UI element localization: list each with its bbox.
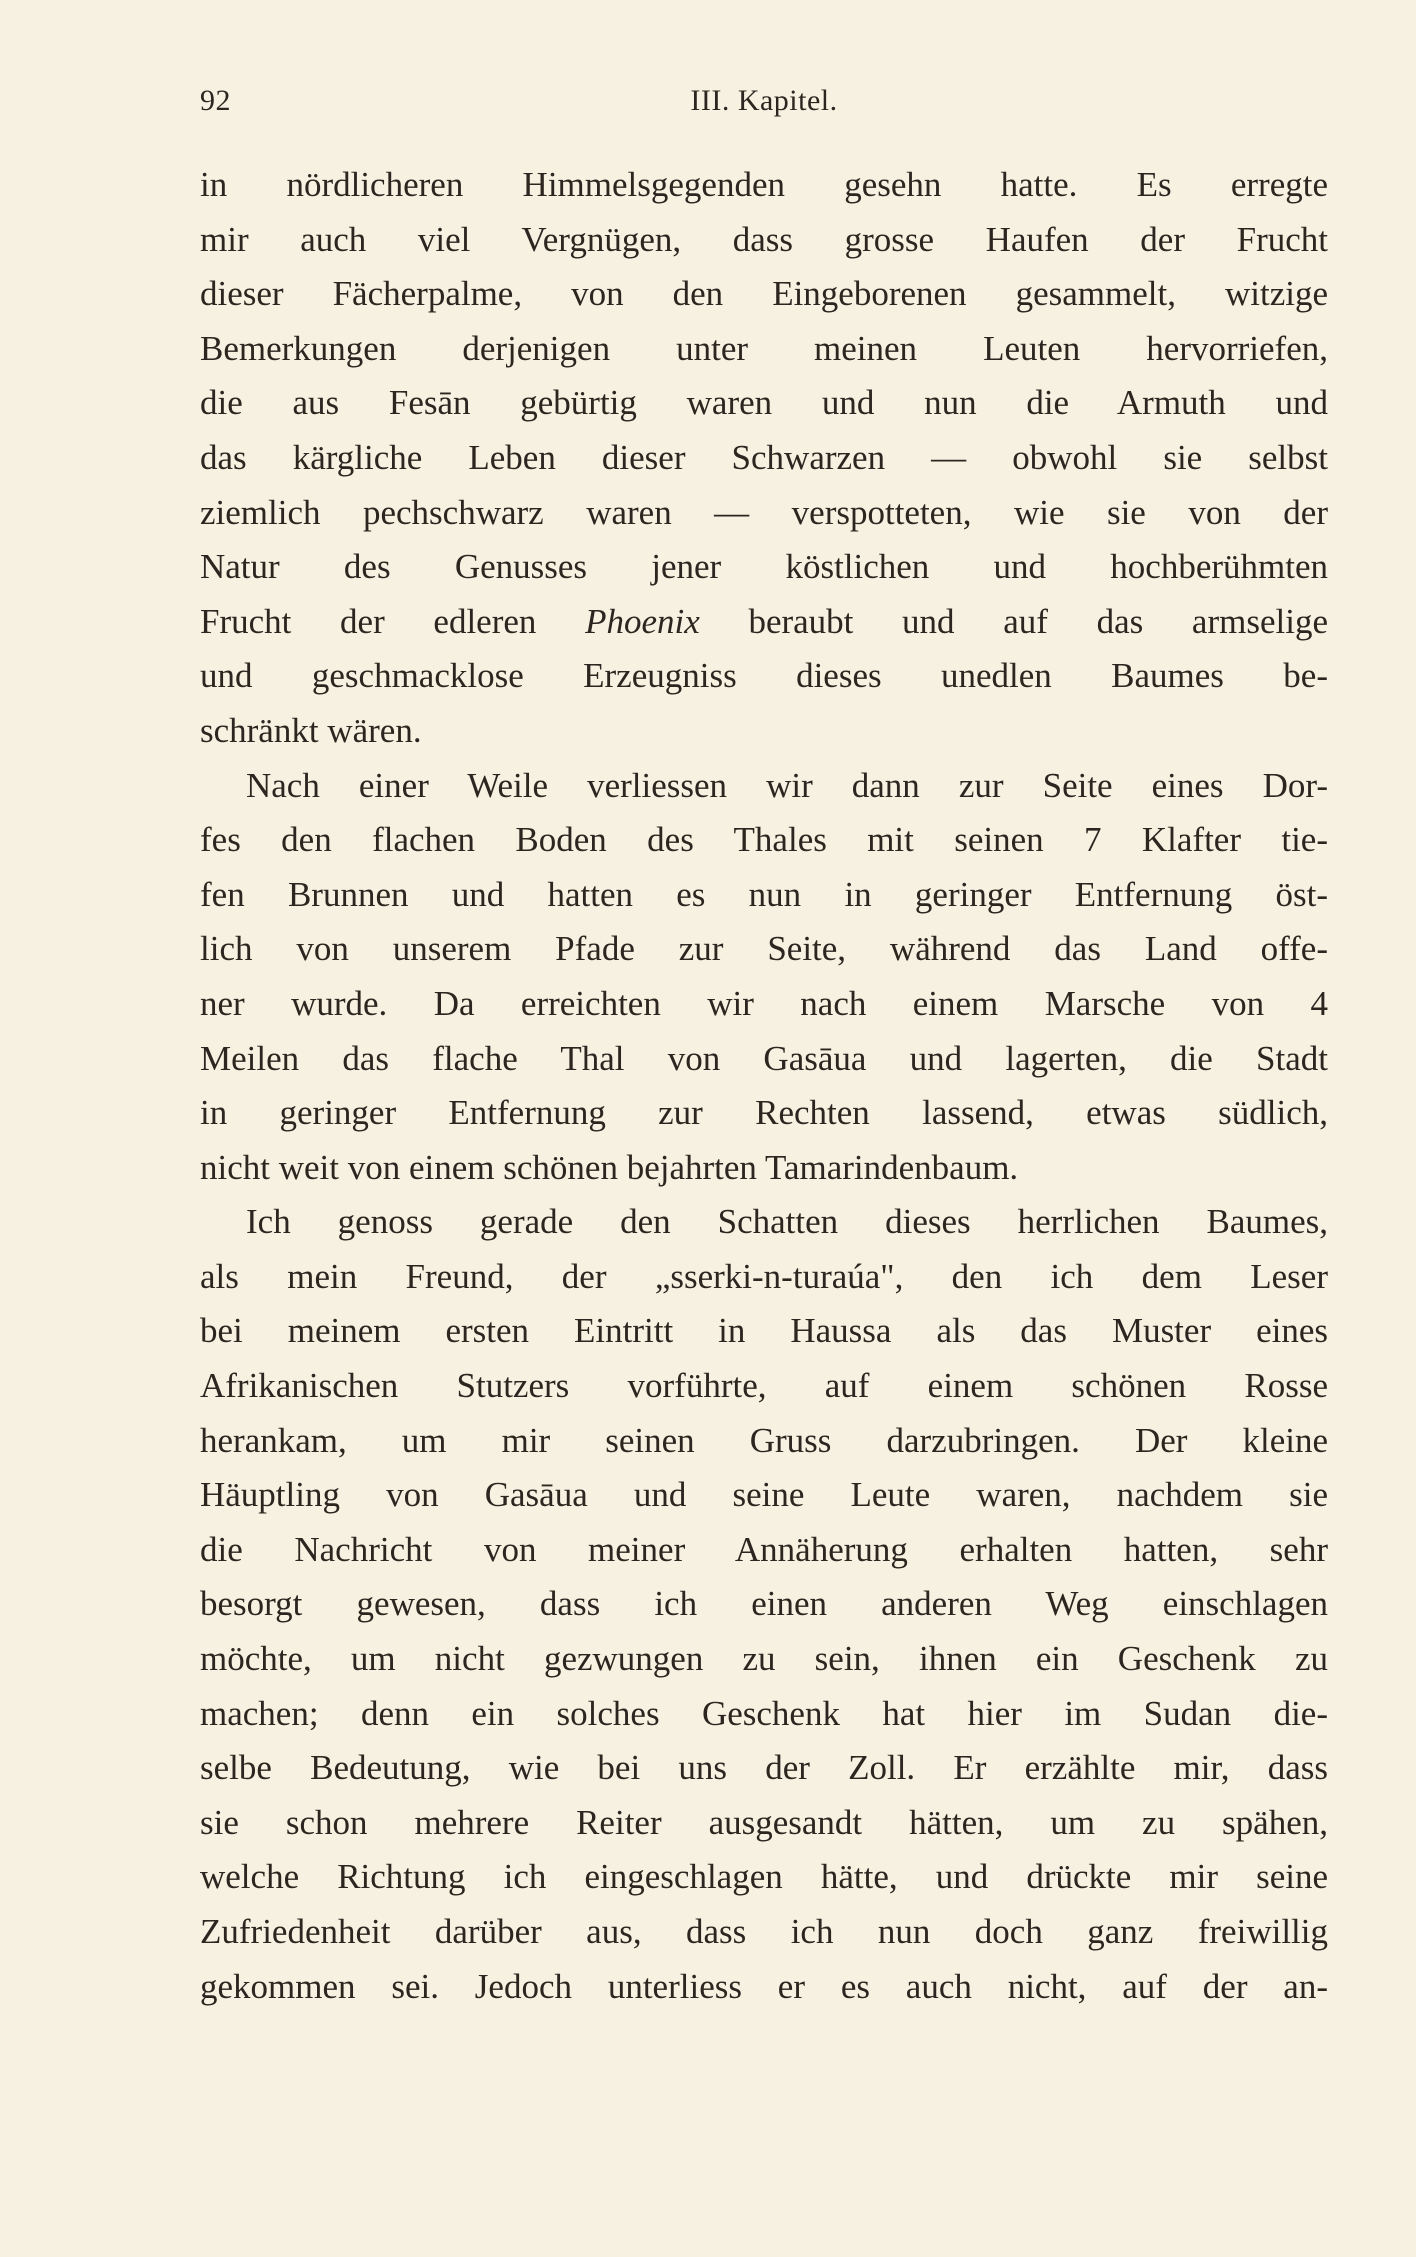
text-line: die aus Fesān gebürtig waren und nun die Armuth und: [200, 383, 1328, 423]
text-line: Afrikanischen Stutzers vorführte, auf einem schönen Rosse: [200, 1366, 1328, 1406]
text-line: Meilen das flache Thal von Gasāua und lagerten, die Stadt: [200, 1038, 1328, 1078]
text-line: fes den flachen Boden des Thales mit seinen 7 Klafter tie-: [200, 820, 1328, 860]
text-line: als mein Freund, der „sserki-n-turaúa", den ich dem Leser: [200, 1256, 1328, 1296]
page-number: 92: [200, 84, 231, 117]
text-line: selbe Bedeutung, wie bei uns der Zoll. Er erzählte mir, dass: [200, 1748, 1328, 1788]
text-line: [200, 595, 1328, 650]
text-line: welche Richtung ich eingeschlagen hätte, und drückte mir seine: [200, 1857, 1328, 1897]
text-line: sie schon mehrere Reiter ausgesandt hätten, um zu spähen,: [200, 1802, 1328, 1842]
text-line: machen; denn ein solches Geschenk hat hier im Sudan die-: [200, 1693, 1328, 1733]
text-line: schränkt wären.: [200, 710, 422, 750]
text-line: das kärgliche Leben dieser Schwarzen — obwohl sie selbst: [200, 437, 1328, 477]
text-segment: Frucht der edleren: [200, 601, 586, 641]
text-line: Natur des Genusses jener köstlichen und hochberühmten: [200, 547, 1328, 587]
text-line: Zufriedenheit darüber aus, dass ich nun doch ganz freiwillig: [200, 1912, 1328, 1951]
text-line: mir auch viel Vergnügen, dass grosse Haufen der Frucht: [200, 219, 1328, 259]
text-line: Häuptling von Gasāua und seine Leute waren, nachdem sie: [200, 1475, 1328, 1515]
text-line: ziemlich pechschwarz waren — verspotteten, wie sie von der: [200, 492, 1328, 532]
text-line: bei meinem ersten Eintritt in Haussa als das Muster eines: [200, 1311, 1328, 1351]
chapter-title: III. Kapitel.: [690, 84, 838, 117]
text-segment: beraubt und auf das armselige: [699, 601, 1328, 641]
text-line: Bemerkungen derjenigen unter meinen Leuten hervorriefen,: [200, 328, 1328, 368]
text-line: dieser Fächerpalme, von den Eingeborenen gesammelt, witzige: [200, 274, 1328, 314]
text-line: herankam, um mir seinen Gruss darzubringen. Der kleine: [200, 1420, 1328, 1460]
text-line: Ich genoss gerade den Schatten dieses herrlichen Baumes,: [246, 1202, 1328, 1242]
text-line: fen Brunnen und hatten es nun in geringer Entfernung öst-: [200, 874, 1328, 914]
body-text: [200, 158, 1328, 2014]
italic-term: Phoenix: [585, 601, 700, 641]
text-line: lich von unserem Pfade zur Seite, während das Land offe-: [200, 929, 1328, 969]
text-line: und geschmacklose Erzeugniss dieses unedlen Baumes be-: [200, 656, 1328, 696]
text-line: in nördlicheren Himmelsgegenden gesehn hatte. Es erregte: [200, 165, 1328, 204]
text-line: Nach einer Weile verliessen wir dann zur Seite eines Dor-: [246, 765, 1328, 805]
text-line: gekommen sei. Jedoch unterliess er es auch nicht, auf der an-: [200, 1966, 1328, 2006]
text-line: die Nachricht von meiner Annäherung erhalten hatten, sehr: [200, 1529, 1328, 1569]
text-line: besorgt gewesen, dass ich einen anderen Weg einschlagen: [200, 1584, 1328, 1624]
text-line: ner wurde. Da erreichten wir nach einem Marsche von 4: [200, 983, 1328, 1023]
text-line: in geringer Entfernung zur Rechten lassend, etwas südlich,: [200, 1093, 1328, 1133]
text-line: nicht weit von einem schönen bejahrten Tamarindenbaum.: [200, 1147, 1019, 1187]
running-head: [200, 84, 1328, 134]
text-line: möchte, um nicht gezwungen zu sein, ihnen ein Geschenk zu: [200, 1639, 1328, 1679]
